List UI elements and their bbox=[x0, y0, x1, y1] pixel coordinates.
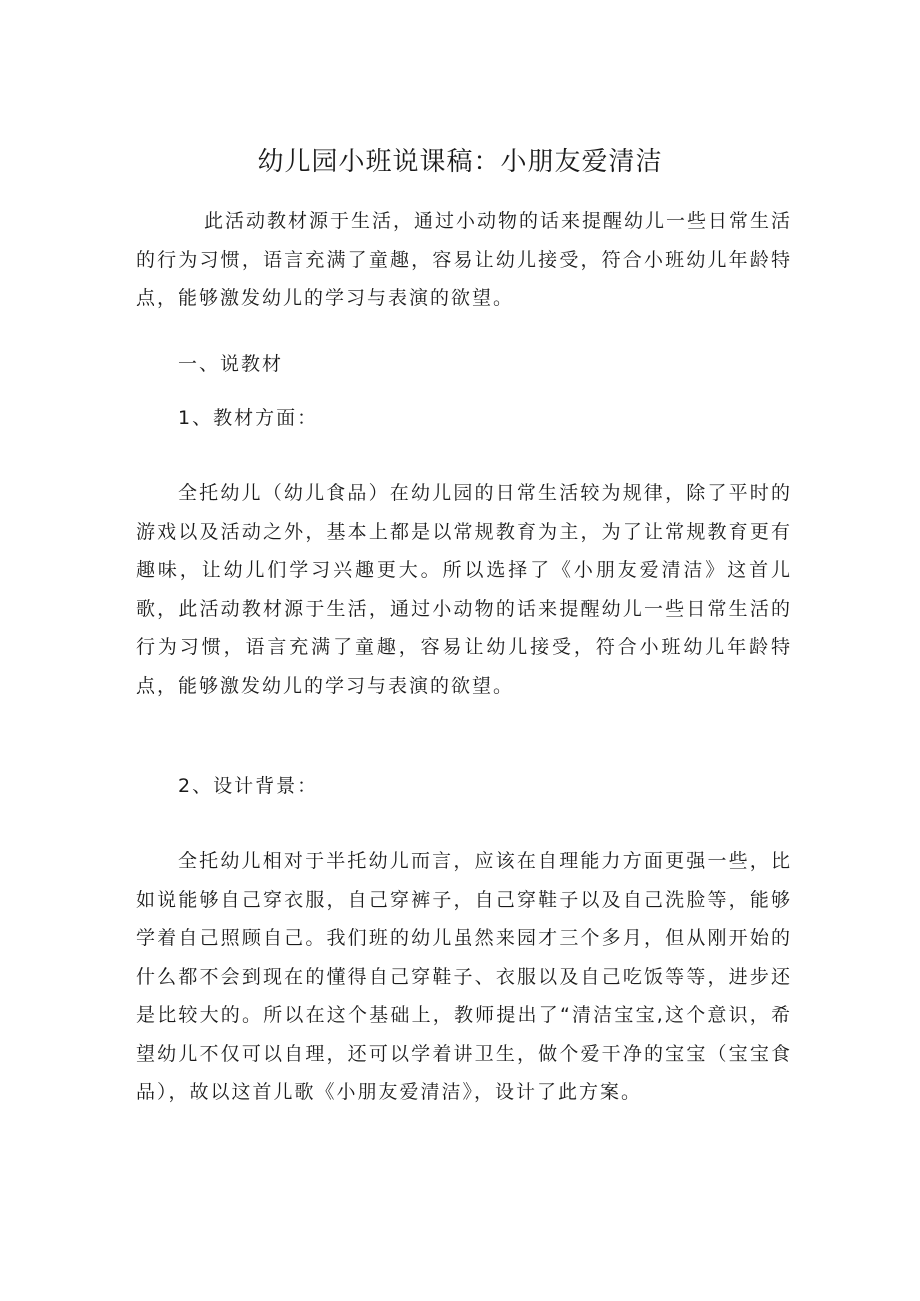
material-aspect-paragraph: 全托幼儿（幼儿食品）在幼儿园的日常生活较为规律，除了平时的游戏以及活动之外，基本上都是以常规教育为主，为了让常规教育更有趣味，让幼儿们学习兴趣更大。所以选择了《小朋友爱清洁》这首儿歌，此活动教材源于生活，通过小动物的话来提醒幼儿一些日常生活的行为习惯，语言充满了童趣，容易让幼儿接受，符合小班幼儿年龄特点，能够激发幼儿的学习与表演的欲望。 bbox=[136, 482, 792, 697]
intro-paragraph: 此活动教材源于生活，通过小动物的话来提醒幼儿一些日常生活的行为习惯，语言充满了童趣，容易让幼儿接受，符合小班幼儿年龄特点，能够激发幼儿的学习与表演的欲望。 bbox=[136, 210, 793, 309]
design-background-paragraph: 全托幼儿相对于半托幼儿而言，应该在自理能力方面更强一些，比如说能够自己穿衣服，自己穿裤子，自己穿鞋子以及自己洗脸等，能够学着自己照顾自己。我们班的幼儿虽然来园才三个多月，但从刚开始的什么都不会到现在的懂得自己穿鞋子、衣服以及自己吃饭等等，进步还是比较大的。所以在这个基础上，教师提出了“清洁宝宝,这个意识，希望幼儿不仅可以自理，还可以学着讲卫生，做个爱干净的宝宝（宝宝食品），故以这首儿歌《小朋友爱清洁》，设计了此方案。 bbox=[136, 850, 792, 1103]
document-title: 幼儿园小班说课稿：小朋友爱清洁 bbox=[257, 147, 663, 177]
subsection-heading-material-aspect: 1、教材方面： bbox=[178, 407, 319, 429]
subsection-heading-design-background: 2、设计背景： bbox=[178, 775, 319, 797]
section-heading-teaching-material: 一、说教材 bbox=[178, 353, 284, 375]
